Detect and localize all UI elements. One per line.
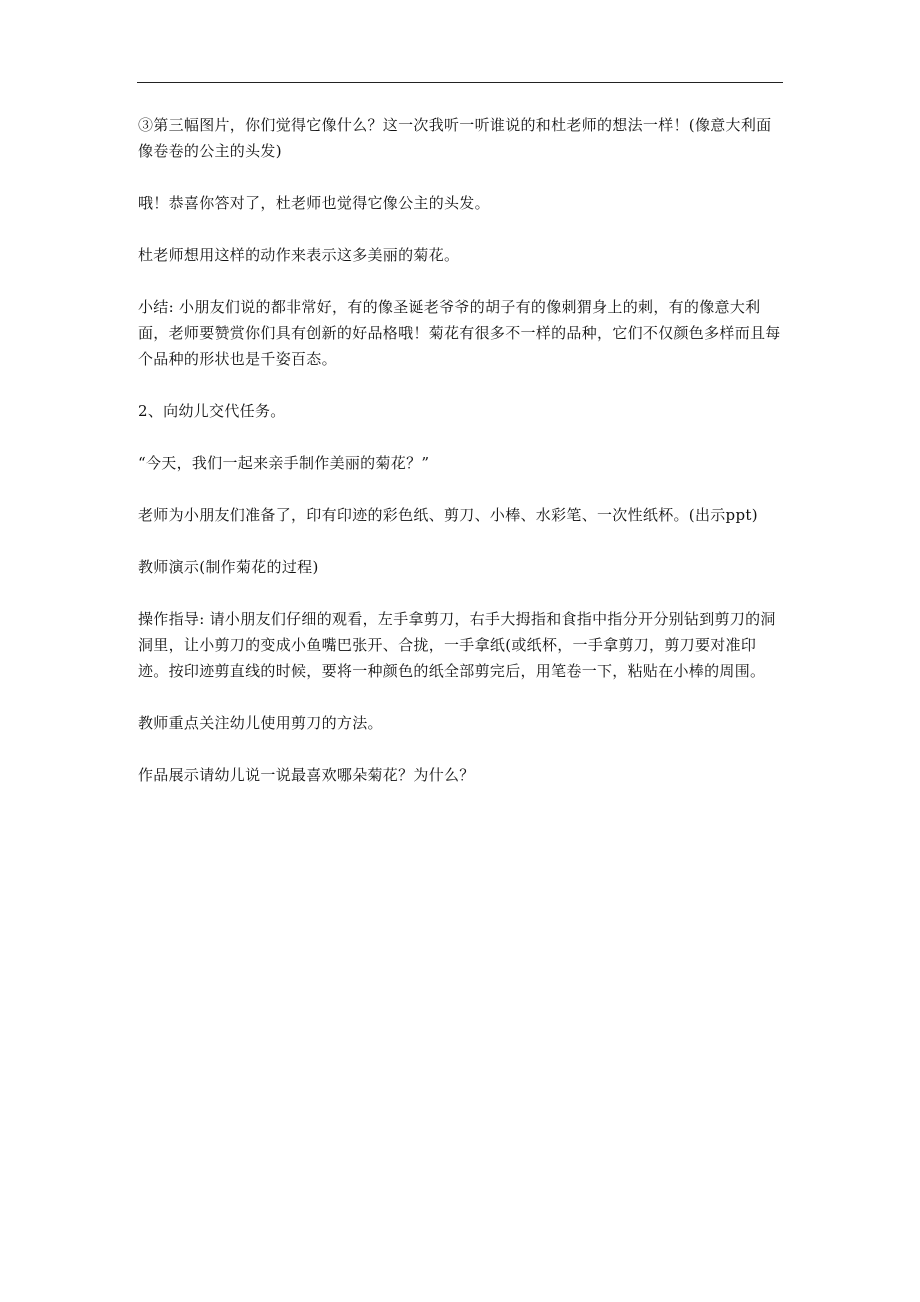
paragraph-action: 杜老师想用这样的动作来表示这多美丽的菊花。 [138, 246, 460, 264]
paragraph-work-display: 作品展示请幼儿说一说最喜欢哪朵菊花？为什么？ [138, 766, 475, 784]
paragraph-today-quote: “今天，我们一起来亲手制作美丽的菊花？” [138, 454, 430, 472]
paragraph-teacher-focus: 教师重点关注幼儿使用剪刀的方法。 [138, 714, 383, 732]
paragraph-operation-guide: 操作指导: 请小朋友们仔细的观看，左手拿剪刀，右手大拇指和食指中指分开分别钻到剪刀的洞洞里，让小剪刀的变成小鱼嘴巴张开、合拢，一手拿纸(或纸杯，一手拿剪刀，剪刀要对准印迹。按印迹剪直线的时候，要将一种颜色的纸全部剪完后，用笔卷一下，粘贴在小棒的周围。 [138, 610, 776, 680]
paragraph-materials: 老师为小朋友们准备了，印有印迹的彩色纸、剪刀、小棒、水彩笔、一次性纸杯。(出示ppt) [138, 506, 758, 524]
header-rule [137, 82, 783, 83]
paragraph-demonstration: 教师演示(制作菊花的过程) [138, 558, 319, 576]
document-body [138, 112, 787, 814]
paragraph-third-picture: ③第三幅图片，你们觉得它像什么？这一次我听一听谁说的和杜老师的想法一样！(像意大利面 像卷卷的公主的头发) [138, 116, 787, 160]
paragraph-summary: 小结: 小朋友们说的都非常好，有的像圣诞老爷爷的胡子有的像刺猬身上的刺，有的像意大利面，老师要赞赏你们具有创新的好品格哦！菊花有很多不一样的品种，它们不仅颜色多样而且每个品种的形状也是千姿百态。 [138, 298, 781, 368]
paragraph-task-heading: 2、向幼儿交代任务。 [138, 402, 286, 420]
paragraph-correct-answer: 哦！恭喜你答对了，杜老师也觉得它像公主的头发。 [138, 194, 490, 212]
